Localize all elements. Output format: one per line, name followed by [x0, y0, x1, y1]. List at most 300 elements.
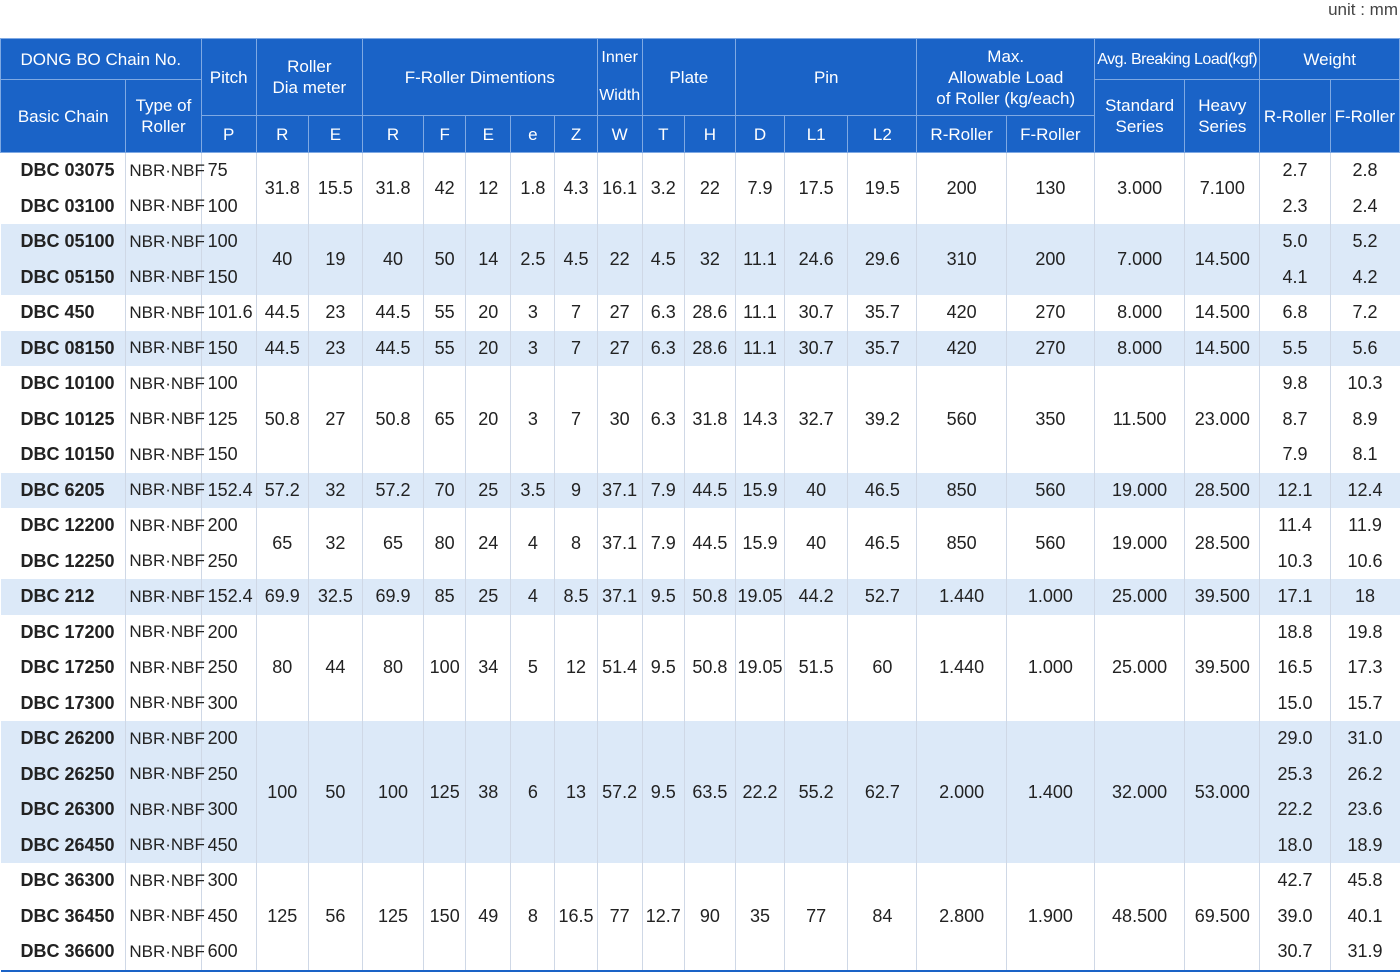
pitch-cell: 152.4	[201, 579, 256, 615]
header-breaking-load: Avg. Breaking Load(kgf)	[1094, 39, 1259, 80]
roller-type-cell: NBR·NBF	[126, 153, 201, 189]
weight-f-roller-cell: 19.8	[1330, 615, 1399, 651]
dimension-cell: 100	[362, 721, 423, 863]
dimension-cell: 44.5	[684, 473, 735, 509]
dimension-cell: 12	[466, 153, 511, 225]
weight-f-roller-cell: 31.9	[1330, 934, 1399, 971]
weight-r-roller-cell: 2.3	[1260, 189, 1330, 225]
dimension-cell: 57.2	[256, 473, 308, 509]
weight-f-roller-cell: 8.1	[1330, 437, 1399, 473]
roller-type-cell: NBR·NBF	[126, 579, 201, 615]
header-froller-dimensions: F-Roller Dimentions	[362, 39, 597, 116]
dimension-cell: 50.8	[256, 366, 308, 473]
weight-f-roller-cell: 40.1	[1330, 899, 1399, 935]
dimension-cell: 23	[308, 331, 362, 367]
roller-type-cell: NBR·NBF	[126, 295, 201, 331]
dimension-cell: 11.1	[735, 295, 784, 331]
dimension-cell: 11.1	[735, 331, 784, 367]
dimension-cell: 35.7	[848, 331, 917, 367]
dimension-cell: 27	[597, 295, 642, 331]
dimension-cell: 19.5	[848, 153, 917, 225]
dimension-cell: 44.5	[684, 508, 735, 579]
dimension-cell: 65	[256, 508, 308, 579]
dimension-cell: 32.000	[1094, 721, 1184, 863]
dimension-cell: 28.6	[684, 295, 735, 331]
dimension-cell: 51.5	[785, 615, 848, 722]
dimension-cell: 1.440	[917, 615, 1006, 722]
dimension-cell: 560	[1006, 508, 1094, 579]
dimension-cell: 420	[917, 295, 1006, 331]
dimension-cell: 6	[511, 721, 555, 863]
pitch-cell: 200	[201, 721, 256, 757]
table-row	[1, 366, 1400, 402]
dimension-cell: 22	[684, 153, 735, 225]
dimension-cell: 42	[424, 153, 466, 225]
dimension-cell: 46.5	[848, 473, 917, 509]
dimension-cell: 44.5	[256, 295, 308, 331]
dimension-cell: 57.2	[597, 721, 642, 863]
header-froller-f: F	[424, 116, 466, 153]
weight-f-roller-cell: 45.8	[1330, 863, 1399, 899]
dimension-cell: 7.000	[1094, 224, 1184, 295]
roller-type-cell: NBR·NBF	[126, 473, 201, 509]
dimension-cell: 4.5	[642, 224, 684, 295]
weight-f-roller-cell: 7.2	[1330, 295, 1399, 331]
dimension-cell: 34	[466, 615, 511, 722]
dimension-cell: 37.1	[597, 508, 642, 579]
dimension-cell: 23	[308, 295, 362, 331]
chain-name-cell: DBC 17200	[20, 621, 115, 642]
chain-name-cell: DBC 03100	[20, 195, 115, 216]
chain-name-cell: DBC 212	[1, 579, 126, 615]
weight-f-roller-cell: 17.3	[1330, 650, 1399, 686]
header-pin-l2: L2	[848, 116, 917, 153]
table-row	[1, 863, 1400, 899]
pitch-cell: 450	[201, 899, 256, 935]
dimension-cell: 40	[785, 473, 848, 509]
dimension-cell: 40	[256, 224, 308, 295]
dimension-cell: 560	[917, 366, 1006, 473]
dimension-cell: 3.2	[642, 153, 684, 225]
dimension-cell: 9.5	[642, 721, 684, 863]
header-load-f-roller: F-Roller	[1006, 116, 1094, 153]
dimension-cell: 7	[555, 331, 597, 367]
chain-name-cell: DBC 12250	[20, 550, 115, 571]
pitch-cell: 200	[201, 615, 256, 651]
weight-f-roller-cell: 12.4	[1330, 473, 1399, 509]
dimension-cell: 850	[917, 508, 1006, 579]
chain-name-cell: DBC 450	[20, 302, 95, 323]
dimension-cell: 25	[466, 579, 511, 615]
chain-name-cell: DBC 10100	[20, 373, 115, 394]
chain-name-cell: DBC 17250	[20, 657, 115, 678]
dimension-cell: 69.9	[362, 579, 423, 615]
dimension-cell: 62.7	[848, 721, 917, 863]
pitch-cell: 250	[201, 650, 256, 686]
weight-r-roller-cell: 4.1	[1260, 260, 1330, 296]
chain-name-cell: DBC 05150	[1, 260, 126, 296]
dimension-cell: 7.9	[735, 153, 784, 225]
roller-type-cell: NBR·NBF	[126, 934, 201, 971]
pitch-cell: 200	[201, 508, 256, 544]
dimension-cell: 3	[511, 366, 555, 473]
weight-r-roller-cell: 29.0	[1260, 721, 1330, 757]
header-type-of-roller: Type of Roller	[126, 80, 201, 153]
dimension-cell: 420	[917, 331, 1006, 367]
header-plate-h: H	[684, 116, 735, 153]
weight-r-roller-cell: 18.0	[1260, 828, 1330, 864]
table-row	[1, 153, 1400, 189]
dimension-cell: 56	[308, 863, 362, 971]
dimension-cell: 32	[308, 473, 362, 509]
dimension-cell: 8	[511, 863, 555, 971]
dimension-cell: 35	[735, 863, 784, 971]
dimension-cell: 19.000	[1094, 508, 1184, 579]
dimension-cell: 44	[308, 615, 362, 722]
pitch-cell: 300	[201, 863, 256, 899]
dimension-cell: 32	[308, 508, 362, 579]
dimension-cell: 55	[424, 295, 466, 331]
dimension-cell: 7	[555, 295, 597, 331]
roller-type-cell: NBR·NBF	[126, 189, 201, 225]
dimension-cell: 32.5	[308, 579, 362, 615]
dimension-cell: 39.2	[848, 366, 917, 473]
dimension-cell: 70	[424, 473, 466, 509]
dimension-cell: 22.2	[735, 721, 784, 863]
dimension-cell: 19	[308, 224, 362, 295]
dimension-cell: 80	[424, 508, 466, 579]
roller-type-cell: NBR·NBF	[126, 544, 201, 580]
dimension-cell: 55	[424, 331, 466, 367]
header-froller-e: E	[466, 116, 511, 153]
dimension-cell: 270	[1006, 331, 1094, 367]
dimension-cell: 270	[1006, 295, 1094, 331]
header-pin-l1: L1	[785, 116, 848, 153]
roller-type-cell: NBR·NBF	[126, 686, 201, 722]
chain-name-cell: DBC 26200	[1, 721, 126, 757]
dimension-cell: 2.800	[917, 863, 1006, 971]
dimension-cell: 5	[511, 615, 555, 722]
weight-r-roller-cell: 18.8	[1260, 615, 1330, 651]
dimension-cell: 37.1	[597, 579, 642, 615]
dimension-cell: 28.500	[1185, 508, 1260, 579]
dimension-cell: 77	[597, 863, 642, 971]
dimension-cell: 24	[466, 508, 511, 579]
dimension-cell: 16.5	[555, 863, 597, 971]
dimension-cell: 85	[424, 579, 466, 615]
dimension-cell: 28.500	[1185, 473, 1260, 509]
pitch-cell: 150	[201, 437, 256, 473]
header-inner-width: Inner Width	[597, 39, 642, 116]
dimension-cell: 30.7	[785, 331, 848, 367]
dimension-cell: 20	[466, 366, 511, 473]
dimension-cell: 27	[308, 366, 362, 473]
dimension-cell: 9.5	[642, 615, 684, 722]
dimension-cell: 7.9	[642, 508, 684, 579]
dimension-cell: 49	[466, 863, 511, 971]
dimension-cell: 53.000	[1185, 721, 1260, 863]
weight-f-roller-cell: 8.9	[1330, 402, 1399, 438]
roller-type-cell: NBR·NBF	[126, 899, 201, 935]
chain-name-cell: DBC 36300	[20, 870, 115, 891]
header-roller-e: E	[308, 116, 362, 153]
weight-r-roller-cell: 22.2	[1260, 792, 1330, 828]
dimension-cell: 11.500	[1094, 366, 1184, 473]
weight-r-roller-cell: 12.1	[1260, 473, 1330, 509]
weight-r-roller-cell: 25.3	[1260, 757, 1330, 793]
dimension-cell: 55.2	[785, 721, 848, 863]
dimension-cell: 13	[555, 721, 597, 863]
dimension-cell: 130	[1006, 153, 1094, 225]
dimension-cell: 310	[917, 224, 1006, 295]
dimension-cell: 48.500	[1094, 863, 1184, 971]
dimension-cell: 14.500	[1185, 295, 1260, 331]
pitch-cell: 152.4	[201, 473, 256, 509]
header-max-load: Max. Allowable Load of Roller (kg/each)	[917, 39, 1094, 116]
table-row	[1, 295, 1400, 331]
dimension-cell: 850	[917, 473, 1006, 509]
dimension-cell: 30.7	[785, 295, 848, 331]
dimension-cell: 60	[848, 615, 917, 722]
dimension-cell: 3	[511, 331, 555, 367]
dimension-cell: 12	[555, 615, 597, 722]
dimension-cell: 80	[362, 615, 423, 722]
header-weight: Weight	[1260, 39, 1400, 80]
chain-name-cell: DBC 10150	[20, 444, 115, 465]
weight-r-roller-cell: 42.7	[1260, 863, 1330, 899]
weight-r-roller-cell: 7.9	[1260, 437, 1330, 473]
header-plate-t: T	[642, 116, 684, 153]
pitch-cell: 125	[201, 402, 256, 438]
dimension-cell: 560	[1006, 473, 1094, 509]
dimension-cell: 84	[848, 863, 917, 971]
dimension-cell: 4.3	[555, 153, 597, 225]
header-standard-series: Standard Series	[1094, 80, 1184, 153]
dimension-cell: 39.500	[1185, 579, 1260, 615]
roller-type-cell: NBR·NBF	[126, 224, 201, 260]
dimension-cell: 50.8	[684, 579, 735, 615]
dimension-cell: 4	[511, 508, 555, 579]
dimension-cell: 40	[362, 224, 423, 295]
header-heavy-series: Heavy Series	[1185, 80, 1260, 153]
dimension-cell: 37.1	[597, 473, 642, 509]
chain-name-cell: DBC 26300	[1, 792, 126, 828]
table-row	[1, 473, 1400, 509]
dimension-cell: 50.8	[362, 366, 423, 473]
dimension-cell: 38	[466, 721, 511, 863]
pitch-cell: 600	[201, 934, 256, 971]
roller-type-cell: NBR·NBF	[126, 757, 201, 793]
pitch-cell: 100	[201, 189, 256, 225]
table-row	[1, 224, 1400, 260]
dimension-cell: 7	[555, 366, 597, 473]
dimension-cell: 11.1	[735, 224, 784, 295]
dimension-cell: 69.500	[1185, 863, 1260, 971]
dimension-cell: 44.5	[256, 331, 308, 367]
dimension-cell: 14.500	[1185, 224, 1260, 295]
dimension-cell: 31.8	[684, 366, 735, 473]
dimension-cell: 50.8	[684, 615, 735, 722]
dimension-cell: 25	[466, 473, 511, 509]
chain-name-cell: DBC 36600	[20, 941, 115, 962]
header-pin-d: D	[735, 116, 784, 153]
dimension-cell: 16.1	[597, 153, 642, 225]
weight-r-roller-cell: 9.8	[1260, 366, 1330, 402]
dimension-cell: 15.9	[735, 508, 784, 579]
roller-type-cell: NBR·NBF	[126, 863, 201, 899]
pitch-cell: 450	[201, 828, 256, 864]
header-pitch: Pitch	[201, 39, 256, 116]
roller-type-cell: NBR·NBF	[126, 828, 201, 864]
pitch-cell: 150	[201, 331, 256, 367]
dimension-cell: 23.000	[1185, 366, 1260, 473]
roller-type-cell: NBR·NBF	[126, 331, 201, 367]
dimension-cell: 125	[256, 863, 308, 971]
dimension-cell: 31.8	[256, 153, 308, 225]
weight-r-roller-cell: 8.7	[1260, 402, 1330, 438]
dimension-cell: 65	[424, 366, 466, 473]
chain-name-cell: DBC 6205	[1, 473, 126, 509]
dimension-cell: 12.7	[642, 863, 684, 971]
dimension-cell: 125	[362, 863, 423, 971]
roller-type-cell: NBR·NBF	[126, 650, 201, 686]
header-froller-r: R	[362, 116, 423, 153]
dimension-cell: 32	[684, 224, 735, 295]
header-inner-w: W	[597, 116, 642, 153]
dimension-cell: 8.000	[1094, 331, 1184, 367]
pitch-cell: 250	[201, 544, 256, 580]
dimension-cell: 100	[424, 615, 466, 722]
dimension-cell: 6.3	[642, 295, 684, 331]
weight-r-roller-cell: 39.0	[1260, 899, 1330, 935]
dimension-cell: 51.4	[597, 615, 642, 722]
dimension-cell: 50	[424, 224, 466, 295]
dimension-cell: 29.6	[848, 224, 917, 295]
pitch-cell: 300	[201, 686, 256, 722]
roller-type-cell: NBR·NBF	[126, 437, 201, 473]
weight-r-roller-cell: 5.0	[1260, 224, 1330, 260]
dimension-cell: 35.7	[848, 295, 917, 331]
dimension-cell: 20	[466, 295, 511, 331]
dimension-cell: 2.5	[511, 224, 555, 295]
dimension-cell: 9	[555, 473, 597, 509]
dimension-cell: 30	[597, 366, 642, 473]
table-row	[1, 721, 1400, 757]
dimension-cell: 27	[597, 331, 642, 367]
dimension-cell: 32.7	[785, 366, 848, 473]
dimension-cell: 4.5	[555, 224, 597, 295]
weight-r-roller-cell: 5.5	[1260, 331, 1330, 367]
header-weight-f-roller: F-Roller	[1330, 80, 1399, 153]
weight-r-roller-cell: 11.4	[1260, 508, 1330, 544]
pitch-cell: 250	[201, 757, 256, 793]
header-load-r-roller: R-Roller	[917, 116, 1006, 153]
chain-name-cell: DBC 10125	[20, 408, 115, 429]
roller-type-cell: NBR·NBF	[126, 508, 201, 544]
dimension-cell: 3.000	[1094, 153, 1184, 225]
weight-f-roller-cell: 5.6	[1330, 331, 1399, 367]
roller-type-cell: NBR·NBF	[126, 366, 201, 402]
dimension-cell: 125	[424, 721, 466, 863]
pitch-cell: 150	[201, 260, 256, 296]
chain-name-cell: DBC 12200	[20, 515, 115, 536]
dimension-cell: 22	[597, 224, 642, 295]
chain-name-cell: DBC 08150	[1, 331, 126, 367]
dimension-cell: 40	[785, 508, 848, 579]
header-pin: Pin	[735, 39, 917, 116]
chain-name-cell: DBC 26450	[1, 828, 126, 864]
header-froller-z: Z	[555, 116, 597, 153]
weight-f-roller-cell: 10.6	[1330, 544, 1399, 580]
chain-name-cell: DBC 26250	[1, 757, 126, 793]
weight-f-roller-cell: 23.6	[1330, 792, 1399, 828]
header-roller-dia: Roller Dia meter	[256, 39, 362, 116]
weight-f-roller-cell: 4.2	[1330, 260, 1399, 296]
dimension-cell: 57.2	[362, 473, 423, 509]
table-row	[1, 508, 1400, 544]
weight-f-roller-cell: 18	[1330, 579, 1399, 615]
roller-type-cell: NBR·NBF	[126, 721, 201, 757]
roller-type-cell: NBR·NBF	[126, 792, 201, 828]
weight-r-roller-cell: 16.5	[1260, 650, 1330, 686]
pitch-cell: 100	[201, 224, 256, 260]
header-basic-chain: Basic Chain	[1, 80, 126, 153]
dimension-cell: 9.5	[642, 579, 684, 615]
dimension-cell: 24.6	[785, 224, 848, 295]
dimension-cell: 2.000	[917, 721, 1006, 863]
chain-name-cell: DBC 05100	[1, 224, 126, 260]
weight-r-roller-cell: 10.3	[1260, 544, 1330, 580]
dimension-cell: 1.440	[917, 579, 1006, 615]
dimension-cell: 80	[256, 615, 308, 722]
weight-r-roller-cell: 6.8	[1260, 295, 1330, 331]
header-froller-e-small: e	[511, 116, 555, 153]
dimension-cell: 1.8	[511, 153, 555, 225]
dimension-cell: 65	[362, 508, 423, 579]
dimension-cell: 44.2	[785, 579, 848, 615]
pitch-cell: 300	[201, 792, 256, 828]
dimension-cell: 52.7	[848, 579, 917, 615]
dimension-cell: 44.5	[362, 295, 423, 331]
dimension-cell: 8.5	[555, 579, 597, 615]
unit-label: unit : mm	[1328, 0, 1398, 19]
header-plate: Plate	[642, 39, 735, 116]
chain-name-cell: DBC 36450	[20, 905, 115, 926]
header-chain-no: DONG BO Chain No.	[1, 39, 202, 80]
weight-f-roller-cell: 2.8	[1330, 153, 1399, 189]
dimension-cell: 14.3	[735, 366, 784, 473]
dimension-cell: 39.500	[1185, 615, 1260, 722]
dimension-cell: 28.6	[684, 331, 735, 367]
dimension-cell: 15.9	[735, 473, 784, 509]
dimension-cell: 69.9	[256, 579, 308, 615]
dimension-cell: 19.000	[1094, 473, 1184, 509]
weight-f-roller-cell: 5.2	[1330, 224, 1399, 260]
dimension-cell: 6.3	[642, 366, 684, 473]
dimension-cell: 3	[511, 295, 555, 331]
dimension-cell: 1.900	[1006, 863, 1094, 971]
dimension-cell: 46.5	[848, 508, 917, 579]
roller-type-cell: NBR·NBF	[126, 260, 201, 296]
dimension-cell: 6.3	[642, 331, 684, 367]
dimension-cell: 44.5	[362, 331, 423, 367]
dimension-cell: 90	[684, 863, 735, 971]
dimension-cell: 100	[256, 721, 308, 863]
weight-r-roller-cell: 2.7	[1260, 153, 1330, 189]
weight-f-roller-cell: 26.2	[1330, 757, 1399, 793]
dimension-cell: 20	[466, 331, 511, 367]
dimension-cell: 31.8	[362, 153, 423, 225]
